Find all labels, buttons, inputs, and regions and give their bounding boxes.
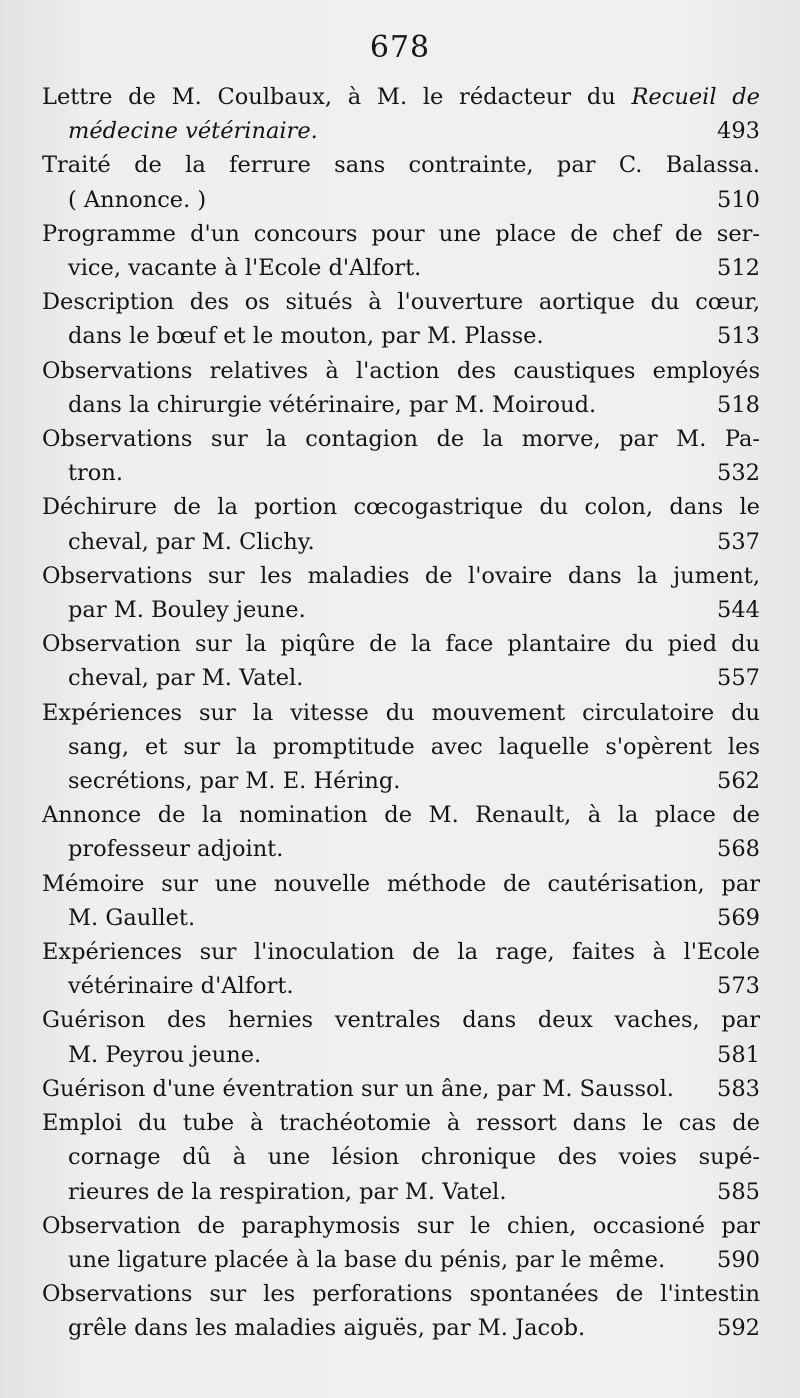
entry-page-number: 562 <box>717 768 760 795</box>
entry-line: dans la chirurgie vétérinaire, par M. Moiroud. <box>68 391 597 418</box>
entry-line: professeur adjoint. <box>68 836 284 863</box>
entry-page-number: 544 <box>717 597 760 624</box>
entry-page-number: 493 <box>717 118 760 145</box>
entry-page-number: 537 <box>717 528 760 555</box>
toc-entry <box>42 1209 760 1277</box>
entry-line: cheval, par M. Clichy. <box>68 528 315 555</box>
toc-entry <box>42 1106 760 1209</box>
toc-entry <box>42 559 760 627</box>
entry-line: Description des os situés à l'ouverture aortique du cœur, <box>42 289 760 316</box>
entry-page-number: 583 <box>717 1075 760 1102</box>
entry-line: cornage dû à une lésion chronique des voies supé- <box>68 1144 760 1171</box>
entry-page-number: 585 <box>717 1178 760 1205</box>
entry-line: Observations sur la contagion de la morve, par M. Pa- <box>42 426 760 453</box>
entry-page-number: 581 <box>717 1041 760 1068</box>
entry-line: Observation sur la piqûre de la face plantaire du pied du <box>42 631 760 658</box>
entry-line: Lettre de M. Coulbaux, à M. le rédacteur du Recueil de <box>42 84 760 110</box>
toc-entry <box>42 1003 760 1071</box>
entry-line: Programme d'un concours pour une place de chef de ser- <box>42 220 760 247</box>
entry-page-number: 557 <box>717 665 760 692</box>
toc-entry <box>42 285 760 353</box>
entry-line: Traité de la ferrure sans contrainte, par C. Balassa. <box>42 152 760 179</box>
entry-page-number: 568 <box>717 836 760 863</box>
entry-line: sang, et sur la promptitude avec laquelle s'opèrent les <box>68 733 760 760</box>
toc-entry <box>42 80 760 148</box>
entry-page-number: 592 <box>717 1315 760 1342</box>
entry-line: Guérison d'une éventration sur un âne, par M. Saussol. <box>42 1075 674 1102</box>
toc-entry <box>42 422 760 490</box>
entry-line: Observations relatives à l'action des caustiques employés <box>42 357 760 384</box>
toc-entry <box>42 217 760 285</box>
entry-line: grêle dans les maladies aiguës, par M. Jacob. <box>68 1315 586 1342</box>
toc-entry <box>42 490 760 558</box>
entry-page-number: 590 <box>717 1246 760 1273</box>
toc-entry <box>42 935 760 1003</box>
entry-line: Mémoire sur une nouvelle méthode de cautérisation, par <box>42 870 760 897</box>
page-number: 678 <box>369 30 431 65</box>
entry-line: Observations sur les perforations spontanées de l'intestin <box>42 1281 760 1308</box>
toc-entry <box>42 627 760 695</box>
entry-line: secrétions, par M. E. Héring. <box>68 768 401 795</box>
entry-line: M. Gaullet. <box>68 904 196 931</box>
entry-page-number: 573 <box>717 973 760 1000</box>
entry-page-number: 510 <box>717 186 760 213</box>
entry-line: rieures de la respiration, par M. Vatel. <box>68 1178 507 1205</box>
toc-entry <box>42 798 760 866</box>
entry-line: Déchirure de la portion cœcogastrique du colon, dans le <box>42 494 760 521</box>
entry-line: par M. Bouley jeune. <box>68 597 306 624</box>
toc-entry <box>42 1072 760 1106</box>
entry-line: une ligature placée à la base du pénis, par le même. <box>68 1246 666 1273</box>
toc-entry <box>42 1277 760 1345</box>
entry-line: tron. <box>68 460 123 487</box>
entry-line: vétérinaire d'Alfort. <box>68 973 294 1000</box>
toc-entry <box>42 148 760 216</box>
toc-entry <box>42 867 760 935</box>
entry-line: dans le bœuf et le mouton, par M. Plasse. <box>68 323 544 350</box>
entry-line: Expériences sur l'inoculation de la rage, faites à l'Ecole <box>42 939 760 966</box>
entry-page-number: 518 <box>717 391 760 418</box>
entry-line: Expériences sur la vitesse du mouvement circulatoire du <box>42 699 760 726</box>
entry-line: vice, vacante à l'Ecole d'Alfort. <box>68 255 422 282</box>
toc-entry <box>42 354 760 422</box>
entry-page-number: 513 <box>717 323 760 350</box>
entry-page-number: 569 <box>717 904 760 931</box>
entry-page-number: 532 <box>717 460 760 487</box>
entry-line: Guérison des hernies ventrales dans deux vaches, par <box>42 1007 760 1034</box>
entry-line: Annonce de la nomination de M. Renault, à la place de <box>42 802 760 829</box>
entry-line: Emploi du tube à trachéotomie à ressort dans le cas de <box>42 1110 760 1137</box>
entry-line: cheval, par M. Vatel. <box>68 665 304 692</box>
entry-line: ( Annonce. ) <box>68 186 207 213</box>
table-of-contents <box>42 80 760 1346</box>
entry-line: Observation de paraphymosis sur le chien, occasioné par <box>42 1212 760 1239</box>
entry-line: M. Peyrou jeune. <box>68 1041 262 1068</box>
entry-line: Observations sur les maladies de l'ovaire dans la jument, <box>42 562 760 589</box>
entry-line: médecine vétérinaire. <box>68 118 318 145</box>
toc-entry <box>42 696 760 799</box>
entry-page-number: 512 <box>717 255 760 282</box>
